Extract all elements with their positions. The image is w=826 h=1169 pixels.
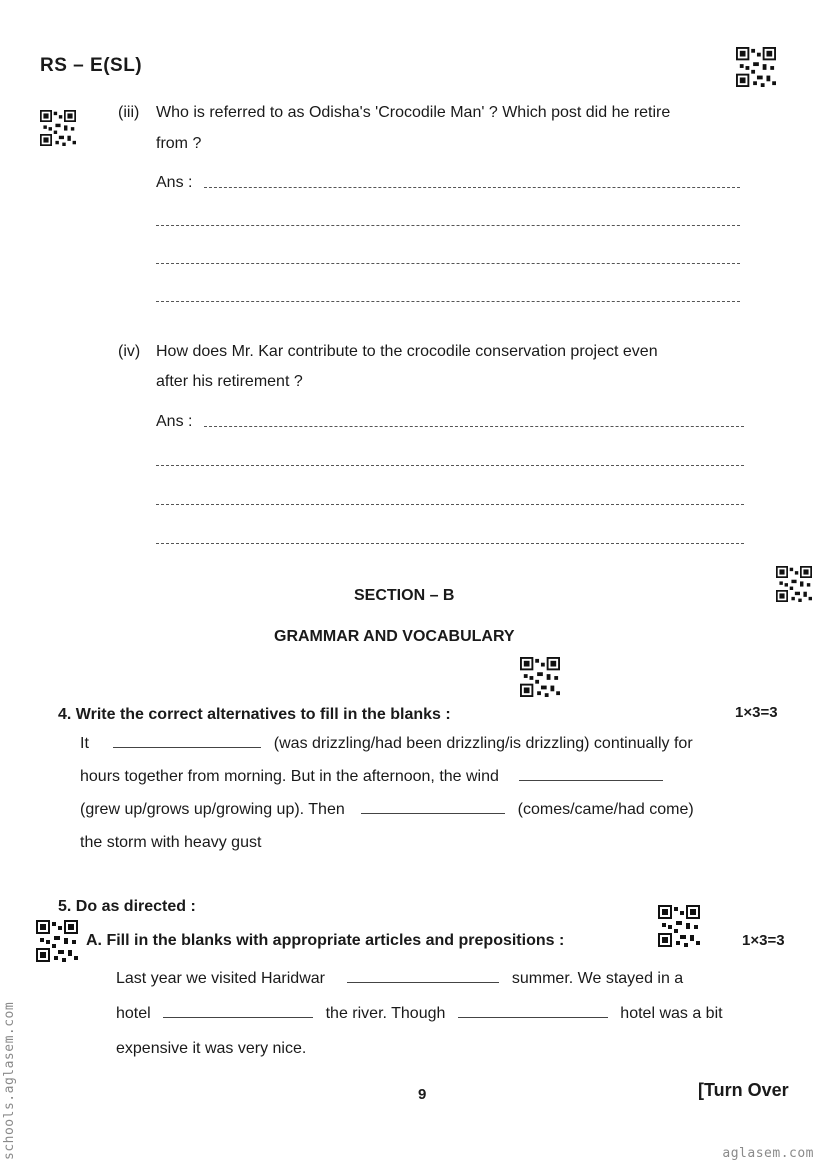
fill-line	[80, 727, 770, 760]
marks: 1×3=3	[742, 932, 785, 949]
text: (comes/came/had come)	[517, 801, 694, 818]
text: Last year we visited Haridwar	[116, 970, 325, 987]
fill-line	[116, 997, 776, 1030]
qr-code-icon	[658, 905, 700, 947]
text: It	[80, 735, 89, 752]
question-number: (iv)	[118, 343, 141, 360]
answer-line[interactable]	[156, 543, 744, 544]
blank[interactable]	[458, 1003, 608, 1018]
side-watermark: schools.aglasem.com	[2, 1001, 17, 1160]
text: (grew up/grows up/growing up). Then	[80, 801, 345, 818]
question-text: after his retirement ?	[156, 373, 303, 390]
text: (was drizzling/had been drizzling/is drizzling) continually for	[273, 735, 693, 752]
qr-code-icon	[776, 566, 812, 602]
fill-line	[116, 1032, 776, 1065]
blank[interactable]	[113, 733, 261, 748]
text: hotel was a bit	[620, 1005, 723, 1022]
question-text: Who is referred to as Odisha's 'Crocodile Man' ? Which post did he retire	[156, 104, 671, 121]
blank[interactable]	[347, 968, 499, 983]
question-number: (iii)	[118, 104, 140, 121]
answer-line[interactable]	[156, 504, 744, 505]
text: summer. We stayed in a	[511, 970, 684, 987]
answer-label: Ans :	[156, 413, 193, 430]
question-text: How does Mr. Kar contribute to the crocodile conservation project even	[156, 343, 658, 360]
text: expensive it was very nice.	[116, 1040, 307, 1057]
text: hotel	[116, 1005, 151, 1022]
answer-line[interactable]	[156, 301, 740, 302]
fill-line	[80, 826, 770, 859]
paper-code: RS – E(SL)	[40, 55, 143, 76]
fill-line	[80, 760, 770, 793]
section-title: SECTION – B	[354, 587, 455, 604]
answer-line[interactable]	[204, 187, 740, 188]
answer-line[interactable]	[156, 263, 740, 264]
marks: 1×3=3	[735, 704, 778, 721]
text: the storm with heavy gust	[80, 834, 262, 851]
question-heading: 4. Write the correct alternatives to fill in the blanks :	[58, 706, 451, 723]
text: the river. Though	[325, 1005, 446, 1022]
qr-code-icon	[40, 110, 76, 146]
section-subtitle: GRAMMAR AND VOCABULARY	[274, 628, 515, 645]
question-part-heading: A. Fill in the blanks with appropriate articles and prepositions :	[86, 932, 565, 949]
answer-line[interactable]	[204, 426, 744, 427]
qr-code-icon	[36, 920, 78, 962]
answer-label: Ans :	[156, 174, 193, 191]
fill-line	[80, 793, 770, 826]
question-heading: 5. Do as directed :	[58, 898, 196, 915]
fill-line	[116, 962, 776, 995]
bottom-watermark: aglasem.com	[722, 1146, 814, 1161]
question-text: from ?	[156, 135, 202, 152]
page-number: 9	[418, 1086, 427, 1103]
turn-over-note: [Turn Over	[698, 1080, 789, 1100]
answer-line[interactable]	[156, 465, 744, 466]
blank[interactable]	[361, 799, 505, 814]
text: hours together from morning. But in the afternoon, the wind	[80, 768, 499, 785]
qr-code-icon	[520, 657, 560, 697]
answer-line[interactable]	[156, 225, 740, 226]
blank[interactable]	[163, 1003, 313, 1018]
blank[interactable]	[519, 766, 663, 781]
qr-code-icon	[736, 47, 776, 87]
